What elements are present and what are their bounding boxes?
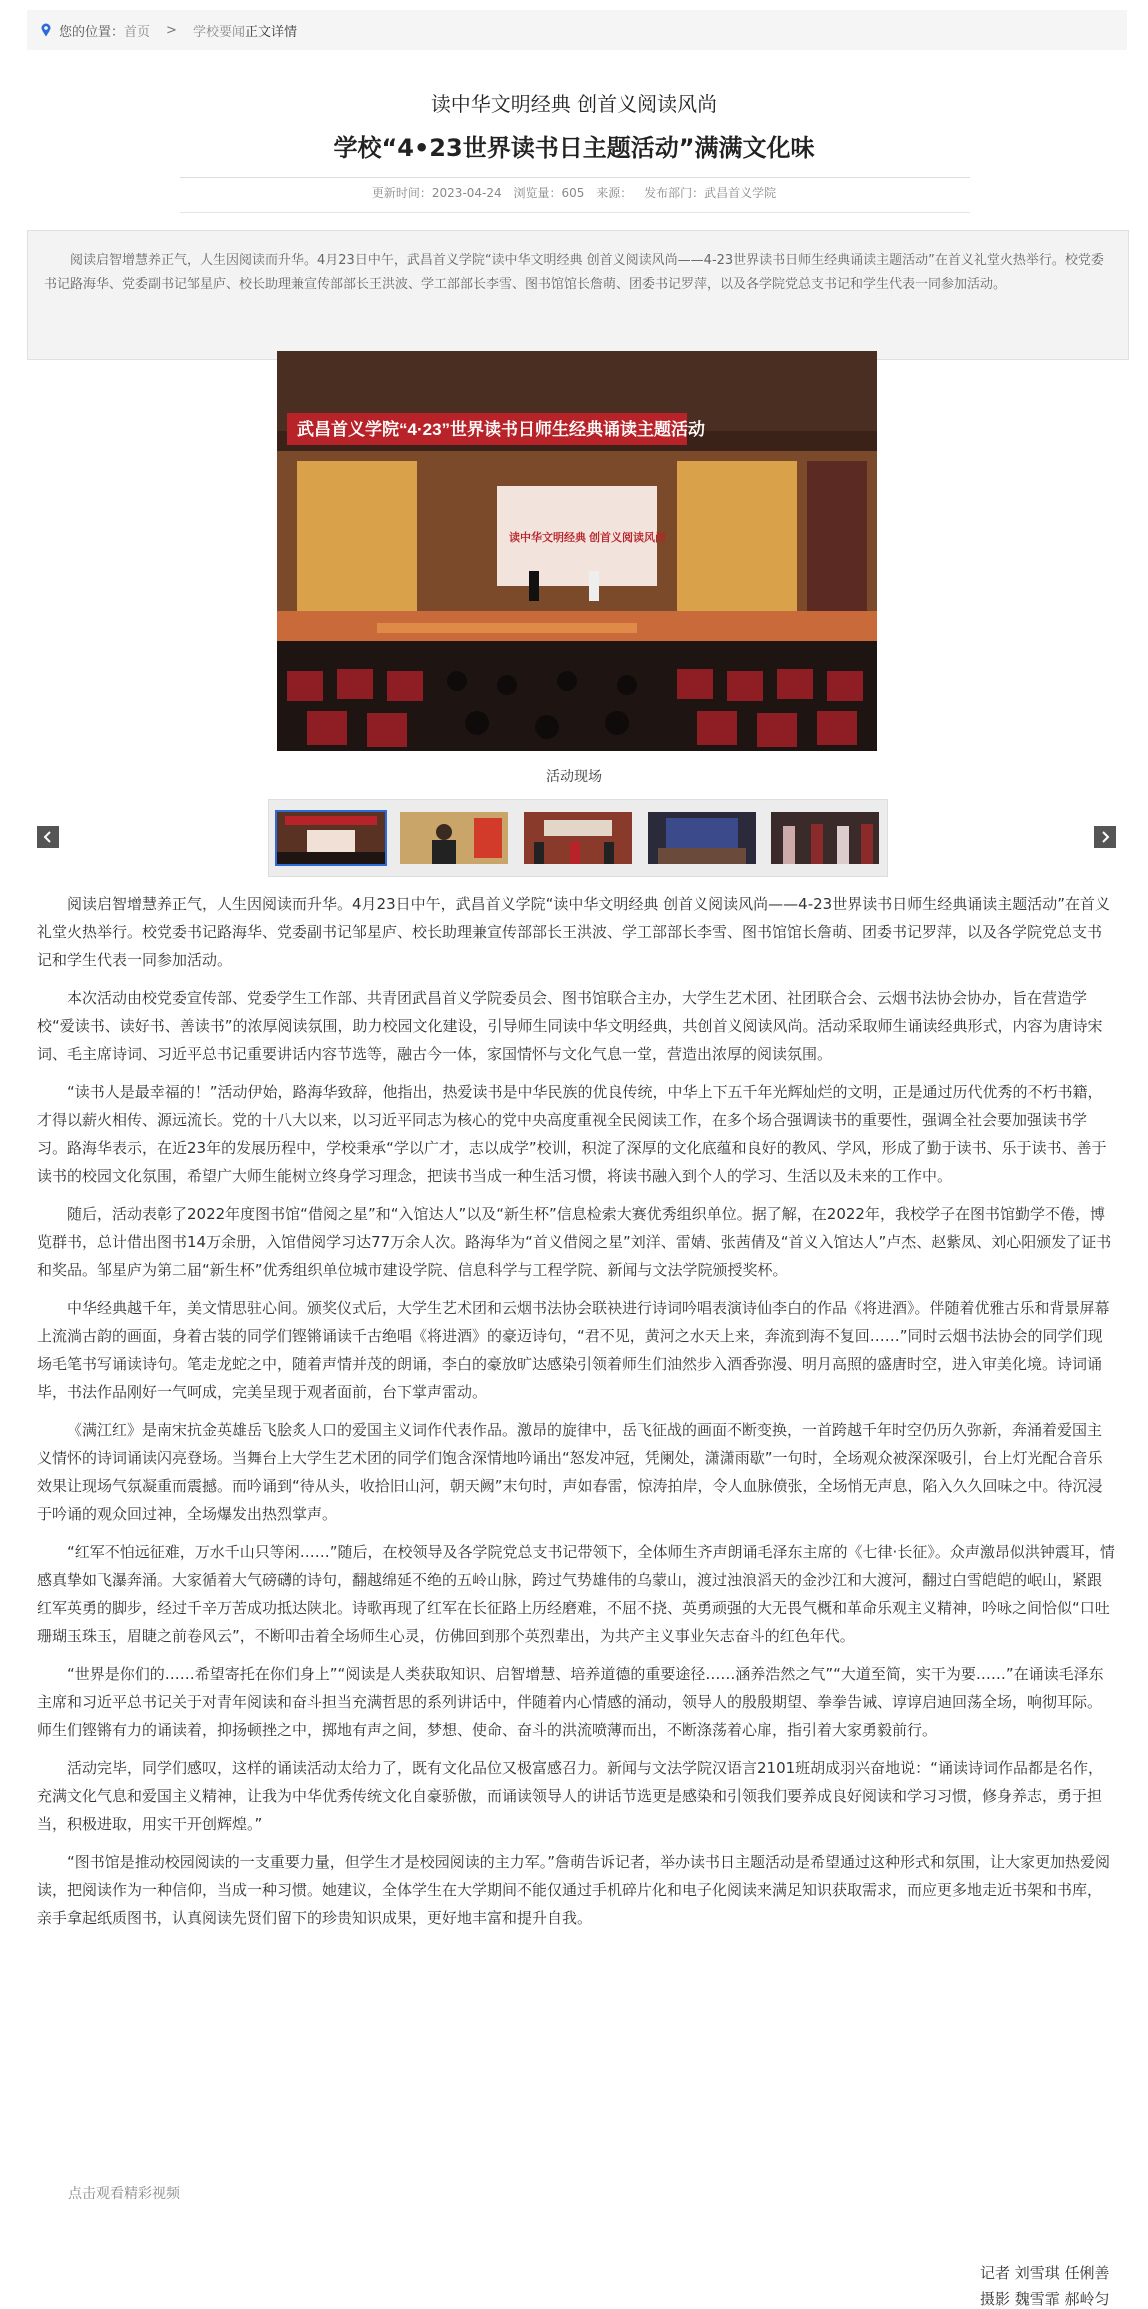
breadcrumb-section-link[interactable]: 学校要闻 bbox=[192, 24, 245, 40]
article-title: 学校“4•23世界读书日主题活动”满满文化味 bbox=[333, 134, 815, 162]
photo-screen-text: 读中华文明经典 创首义阅读风尚 bbox=[509, 532, 667, 544]
photo-banner-text: 武昌首义学院“4·23”世界读书日师生经典诵读主题活动 bbox=[297, 420, 706, 439]
article-paragraph: 活动完毕，同学们感叹，这样的诵读活动太给力了，既有文化品位又极富感召力。新闻与文法学院汉语言2101班胡成羽兴奋地说：“诵读诗词作品都是名作，充满文化气息和爱国主义精神，让我为中华优秀传统文化自豪骄傲，而诵读领导人的讲话节选更是感染和引领我们要养成良好阅读和学习习惯，修身养志，勇于担当，积极进取，用实干开创辉煌。” bbox=[37, 1759, 1103, 1833]
chevron-right-icon bbox=[1094, 826, 1116, 848]
gallery-thumbnail[interactable] bbox=[646, 810, 758, 866]
breadcrumb-separator: > bbox=[166, 22, 177, 38]
gallery-next-button[interactable] bbox=[1094, 826, 1116, 848]
gallery-thumbnail[interactable] bbox=[398, 810, 510, 866]
article-paragraph: 《满江红》是南宋抗金英雄岳飞脍炙人口的爱国主义词作代表作品。激昂的旋律中，岳飞征战的画面不断变换，一首跨越千年时空仍历久弥新，奔涌着爱国主义情怀的诗词诵读闪亮登场。当舞台上大学生艺术团的同学们饱含深情地吟诵出“怒发冲冠，凭阑处，潇潇雨歇”一句时，全场观众被深深吸引，台上灯光配合音乐效果让现场气氛凝重而震撼。而吟诵到“待从头，收拾旧山河，朝天阙”末句时，声如春雷，惊涛拍岸，令人血脉偾张，全场悄无声息，陷入久久回味之中。待沉浸于吟诵的观众回过神，全场爆发出热烈掌声。 bbox=[37, 1421, 1103, 1523]
article-paragraph: “红军不怕远征难，万水千山只等闲……”随后，在校领导及各学院党总支书记带领下，全体师生齐声朗诵毛泽东主席的《七律·长征》。众声激昂似洪钟震耳，情感真挚如飞瀑奔涌。大家循着大气磅礴的诗句，翻越绵延不绝的五岭山脉，跨过气势雄伟的乌蒙山，渡过浊浪滔天的金沙江和大渡河，翻过白雪皑皑的岷山，紧跟红军英勇的脚步，经过千辛万苦成功抵达陕北。诗歌再现了红军在长征路上历经磨难，不屈不挠、英勇顽强的大无畏气概和革命乐观主义精神，吟咏之间恰似“口吐珊瑚玉珠玉，眉睫之前卷风云”，不断叩击着全场师生心灵，仿佛回到那个英烈辈出，为共产主义事业矢志奋斗的红色年代。 bbox=[37, 1543, 1115, 1645]
breadcrumb-label: 您的位置： bbox=[59, 24, 125, 40]
article-paragraph: 阅读启智增慧养正气，人生因阅读而升华。4月23日中午，武昌首义学院“读中华文明经典 创首义阅读风尚——4-23世界读书日师生经典诵读主题活动”在首义礼堂火热举行。校党委书记路海华、党委副书记邹星庐、校长助理兼宣传部部长王洪波、学工部部长李雪、图书馆馆长詹萌、团委书记罗萍，以及各学院党总支书记和学生代表一同参加活动。 bbox=[37, 895, 1110, 969]
article-reporters: 记者 刘雪琪 任俐善 bbox=[980, 2264, 1110, 2282]
gallery-thumbnail[interactable] bbox=[769, 810, 881, 866]
article-paragraph: 中华经典越千年，美文情思驻心间。颁奖仪式后，大学生艺术团和云烟书法协会联袂进行诗词吟唱表演诗仙李白的作品《将进酒》。伴随着优雅古乐和背景屏幕上流淌古韵的画面，身着古装的同学们铿锵诵读千古绝唱《将进酒》的豪迈诗句，“君不见，黄河之水天上来，奔流到海不复回……”同时云烟书法协会的同学们现场毛笔书写诵读诗句。笔走龙蛇之中，随着声情并茂的朗诵，李白的豪放旷达感染引领着师生们油然步入酒香弥漫、明月高照的盛唐时空，进入审美化境。诗词诵毕，书法作品刚好一气呵成，完美呈现于观者面前，台下掌声雷动。 bbox=[37, 1299, 1110, 1401]
title-divider bbox=[180, 177, 970, 178]
video-link[interactable]: 点击观看精彩视频 bbox=[68, 2186, 180, 2202]
location-pin-icon bbox=[39, 23, 53, 37]
meta-views: 浏览量：605 bbox=[513, 186, 585, 200]
chevron-left-icon bbox=[37, 826, 59, 848]
gallery-thumbnail[interactable] bbox=[522, 810, 634, 866]
meta-divider bbox=[180, 212, 970, 213]
breadcrumb-home-link[interactable]: 首页 bbox=[124, 24, 151, 40]
article-paragraph: 随后，活动表彰了2022年度图书馆“借阅之星”和“入馆达人”以及“新生杯”信息检索大赛优秀组织单位。据了解，在2022年，我校学子在图书馆勤学不倦，博览群书，总计借出图书14万余册，入馆借阅学习达77万余人次。路海华为“首义借阅之星”刘洋、雷婧、张茜倩及“首义入馆达人”卢杰、赵紫凤、刘心阳颁发了证书和奖品。邹星庐为第二届“新生杯”优秀组织单位城市建设学院、信息科学与工程学院、新闻与文法学院颁授奖杯。 bbox=[37, 1205, 1112, 1279]
breadcrumb-current: 正文详情 bbox=[244, 24, 297, 40]
article-paragraph: “图书馆是推动校园阅读的一支重要力量，但学生才是校园阅读的主力军。”詹萌告诉记者，举办读书日主题活动是希望通过这种形式和氛围，让大家更加热爱阅读，把阅读作为一种信仰，当成一种习惯。她建议，全体学生在大学期间不能仅通过手机碎片化和电子化阅读来满足知识获取需求，而应更多地走近书架和书库，亲手拿起纸质图书，认真阅读先贤们留下的珍贵知识成果，更好地丰富和提升自我。 bbox=[37, 1853, 1111, 1927]
gallery-prev-button[interactable] bbox=[37, 826, 59, 848]
article-body bbox=[37, 890, 1115, 1942]
photo-caption: 活动现场 bbox=[546, 769, 602, 785]
article-meta bbox=[0, 184, 1148, 201]
article-subtitle: 读中华文明经典 创首义阅读风尚 bbox=[430, 92, 718, 116]
breadcrumb bbox=[27, 10, 1127, 50]
meta-updated: 更新时间：2023-04-24 bbox=[371, 186, 502, 200]
gallery-thumbnails bbox=[268, 799, 888, 877]
meta-source: 来源： bbox=[596, 186, 633, 200]
article-paragraph: “读书人是最幸福的！”活动伊始，路海华致辞，他指出，热爱读书是中华民族的优良传统，中华上下五千年光辉灿烂的文明，正是通过历代优秀的不朽书籍，才得以薪火相传、源远流长。党的十八大以来，以习近平同志为核心的党中央高度重视全民阅读工作，在多个场合强调读书的重要性，强调全社会要加强读书学习。路海华表示，在近23年的发展历程中，学校秉承“学以广才，志以成学”校训，积淀了深厚的文化底蕴和良好的教风、学风，形成了勤于读书、乐于读书、善于读书的校园文化氛围，希望广大师生能树立终身学习理念，把读书当成一种生活习惯，将读书融入到个人的学习、生活以及未来的工作中。 bbox=[37, 1083, 1107, 1185]
gallery-thumbnail[interactable] bbox=[275, 810, 387, 866]
article-paragraph: 本次活动由校党委宣传部、党委学生工作部、共青团武昌首义学院委员会、图书馆联合主办，大学生艺术团、社团联合会、云烟书法协会协办，旨在营造学校“爱读书、读好书、善读书”的浓厚阅读氛围，助力校园文化建设，引导师生同读中华文明经典，共创首义阅读风尚。活动采取师生诵读经典形式，内容为唐诗宋词、毛主席诗词、习近平总书记重要讲话内容节选等，融古今一体，家国情怀与文化气息一堂，营造出浓厚的阅读氛围。 bbox=[37, 989, 1103, 1063]
article-photographers: 摄影 魏雪霏 郝岭匀 bbox=[980, 2290, 1110, 2308]
article-summary: 阅读启智增慧养正气，人生因阅读而升华。4月23日中午，武昌首义学院“读中华文明经典 创首义阅读风尚——4-23世界读书日师生经典诵读主题活动”在首义礼堂火热举行。校党委书记路海华、党委副书记邹星庐、校长助理兼宣传部部长王洪波、学工部部长李雪、图书馆馆长詹萌、团委书记罗萍，以及各学院党总支书记和学生代表一同参加活动。 bbox=[27, 230, 1129, 360]
article-paragraph: “世界是你们的……希望寄托在你们身上”“阅读是人类获取知识、启智增慧、培养道德的重要途径……涵养浩然之气”“大道至简，实干为要……”在诵读毛泽东主席和习近平总书记关于对青年阅读和奋斗担当充满哲思的系列讲话中，伴随着内心情感的涌动，领导人的殷殷期望、拳拳告诫、谆谆启迪回荡全场，响彻耳际。师生们铿锵有力的诵读着，抑扬顿挫之中，掷地有声之间，梦想、使命、奋斗的洪流喷薄而出，不断涤荡着心扉，指引着大家勇毅前行。 bbox=[37, 1665, 1104, 1739]
event-photo bbox=[277, 351, 877, 751]
meta-dept: 发布部门：武昌首义学院 bbox=[644, 186, 777, 200]
